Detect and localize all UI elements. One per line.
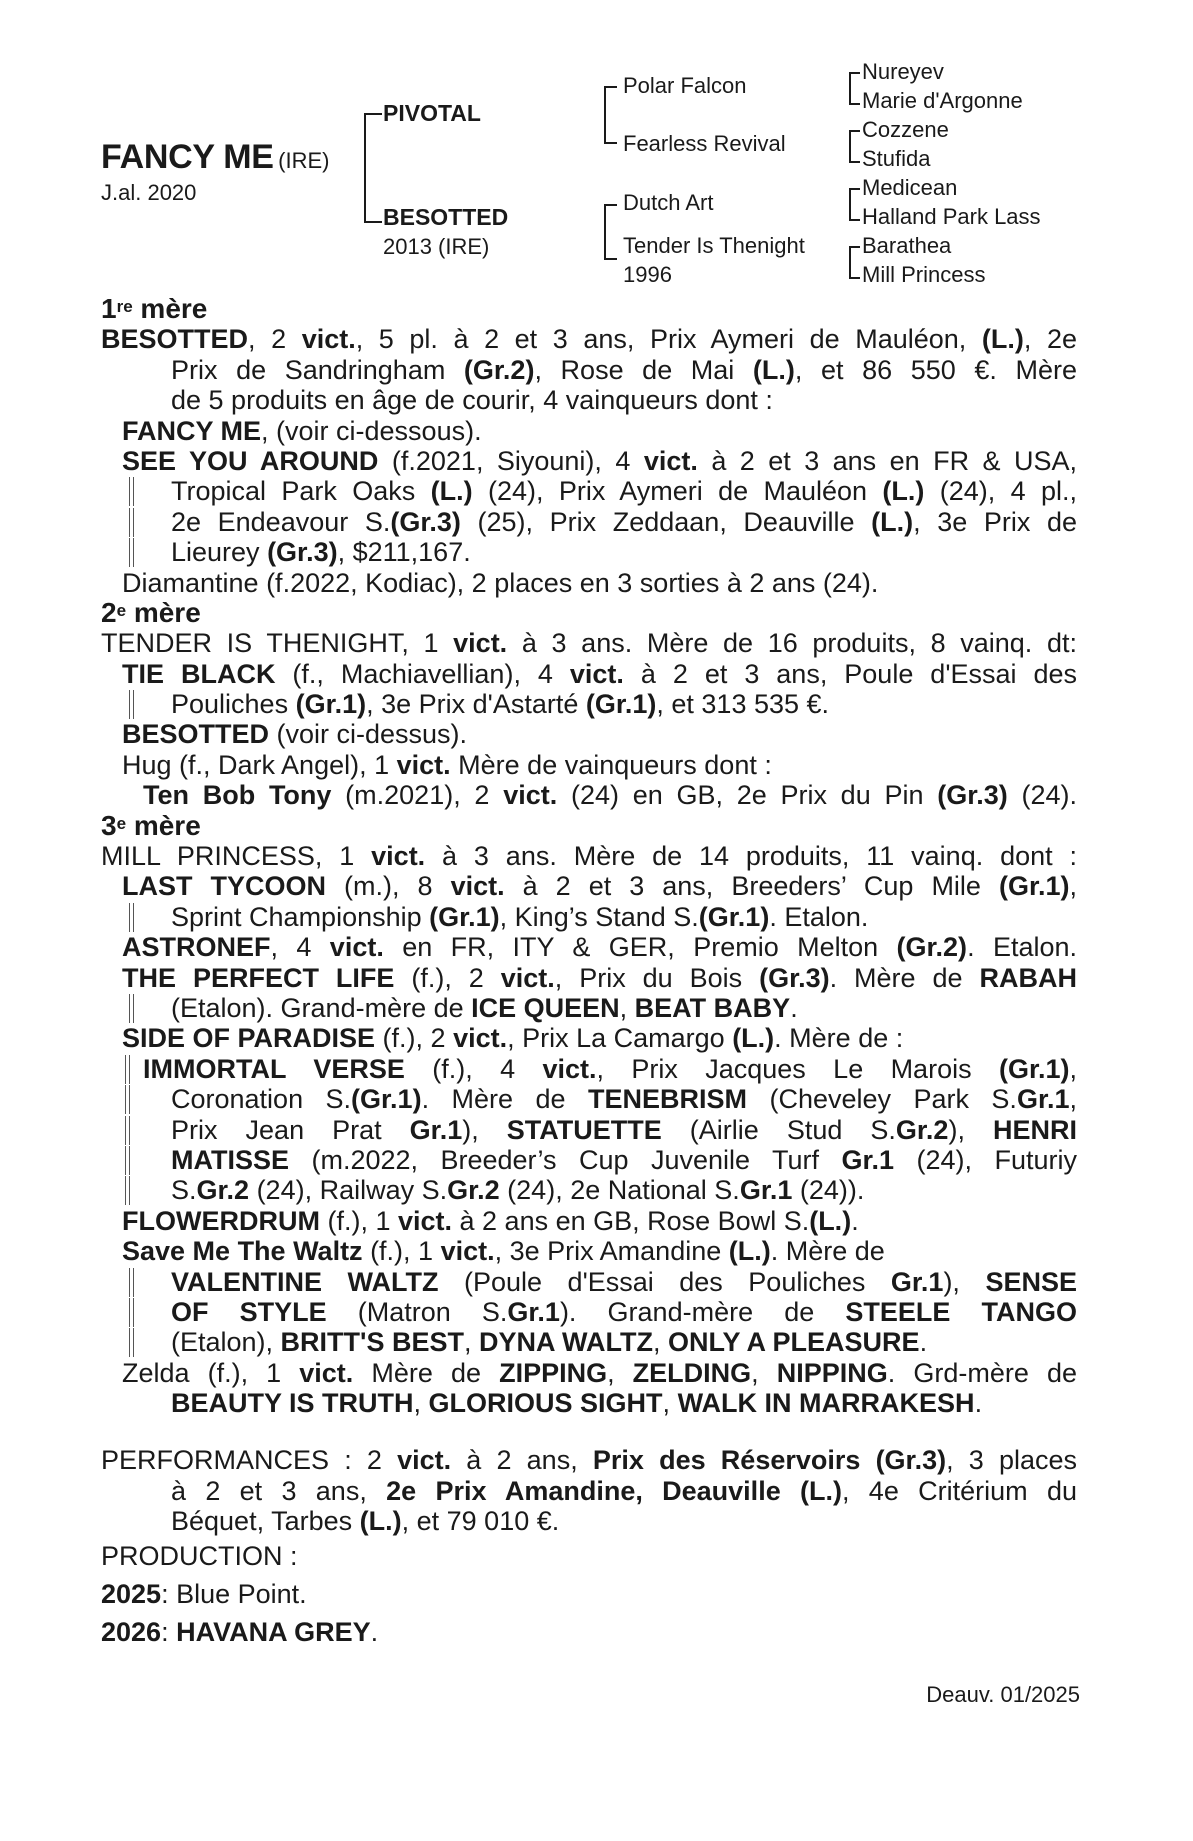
text-segment: (24) en GB, 2e Prix du Pin: [557, 780, 938, 811]
bold-segment: (Gr.2): [463, 354, 535, 385]
text-segment: ). Grand-mère de: [559, 1296, 846, 1327]
dam-name: BESOTTED: [383, 204, 509, 230]
text-segment: , 3e Prix de: [913, 506, 1077, 537]
text-line: [101, 902, 1077, 932]
bold-segment: Gr.2: [895, 1114, 949, 1145]
bold-segment: HENRI: [992, 1114, 1077, 1145]
bold-segment: Gr.1: [841, 1144, 895, 1175]
text-segment: Prix Jean Prat: [171, 1114, 410, 1145]
bold-segment: (Gr.1): [585, 689, 657, 720]
text-segment: (24)).: [792, 1175, 865, 1206]
section-word: mère: [126, 809, 201, 841]
gg-dam-sire-dam: Halland Park Lass: [862, 204, 1041, 229]
text-line: [101, 659, 1077, 689]
bold-segment: BRITT'S BEST: [280, 1327, 464, 1358]
continuation-bar: [125, 1116, 130, 1145]
text-segment: ,: [413, 1388, 429, 1419]
bold-segment: (L.): [430, 476, 473, 507]
text-segment: (24), Futuriy: [894, 1144, 1077, 1175]
text-content: [171, 1327, 927, 1357]
text-segment: ,: [751, 1357, 777, 1388]
bold-segment: (Gr.3): [267, 537, 338, 568]
text-line: [101, 780, 1077, 810]
bold-segment: vict.: [397, 1445, 452, 1476]
bold-segment: vict.: [453, 1023, 508, 1054]
bold-segment: SEE YOU AROUND: [122, 445, 379, 476]
bold-segment: OF STYLE: [171, 1296, 327, 1327]
continuation-bar: [129, 1298, 134, 1327]
bold-segment: 2026: [101, 1617, 162, 1648]
bold-segment: FLOWERDRUM: [122, 1205, 320, 1236]
text-segment: (24), 2e National S.: [499, 1175, 740, 1206]
text-segment: , Rose de Mai: [534, 354, 753, 385]
text-segment: (Etalon),: [171, 1327, 281, 1358]
text-segment: (Etalon). Grand-mère de: [171, 992, 472, 1023]
text-segment: Sprint Championship: [171, 901, 430, 932]
section-number: 2: [101, 596, 117, 628]
text-segment: (Airlie Stud S.: [661, 1114, 896, 1145]
bold-segment: vict.: [500, 962, 555, 993]
continuation-bar: [125, 1055, 130, 1084]
pedigree-bracket-main: [364, 113, 382, 223]
text-line: [101, 628, 1077, 658]
continuation-bar: [129, 508, 134, 537]
text-line: [101, 689, 1077, 719]
bold-segment: (Gr.1): [351, 1084, 422, 1115]
sire-dam: Fearless Revival: [623, 131, 786, 156]
text-line: [101, 1297, 1077, 1327]
section-number: 3: [101, 809, 117, 841]
pedigree-bracket-gg1: [849, 72, 860, 105]
bold-segment: (Gr.3): [390, 506, 461, 537]
text-content: [171, 1297, 1077, 1327]
continuation-bar: [125, 1146, 130, 1175]
gg-dam-sire-sire: Medicean: [862, 175, 958, 200]
text-segment: à 3 ans. Mère de 14 produits, 11 vainq. dont :: [425, 841, 1077, 872]
bold-segment: Gr.2: [447, 1175, 500, 1206]
text-segment: ,: [1069, 871, 1077, 902]
text-content: [171, 993, 798, 1023]
section-word: mère: [132, 293, 208, 324]
bold-segment: STEELE TANGO: [845, 1296, 1077, 1327]
bold-segment: LAST TYCOON: [122, 871, 327, 902]
bold-segment: Gr.1: [409, 1114, 463, 1145]
section-superscript: e: [116, 600, 127, 620]
text-content: [171, 689, 829, 719]
bold-segment: Prix des Réservoirs (Gr.3): [592, 1445, 947, 1476]
text-line: [101, 1327, 1077, 1357]
text-segment: (25), Prix Zeddaan, Deauville: [460, 506, 872, 537]
text-segment: (Poule d'Essai des Pouliches: [438, 1266, 891, 1297]
text-segment: . Etalon.: [967, 932, 1077, 963]
bold-segment: BESOTTED: [122, 719, 270, 750]
bold-segment: HAVANA GREY: [176, 1617, 371, 1648]
text-segment: , et 313 535 €.: [656, 689, 830, 720]
dam-dam: Tender Is Thenight: [623, 233, 805, 258]
text-segment: ),: [462, 1114, 507, 1145]
bold-segment: vict.: [503, 780, 558, 811]
bold-segment: 2e Prix Amandine, Deauville (L.): [386, 1475, 842, 1506]
bold-segment: IMMORTAL VERSE: [143, 1053, 405, 1084]
horse-description: J.al. 2020: [101, 180, 197, 205]
bold-segment: Gr.1: [1016, 1084, 1070, 1115]
section-word: mère: [126, 596, 201, 628]
text-line: [101, 1236, 1077, 1266]
bold-segment: vict.: [371, 841, 426, 872]
production-2025: [101, 1579, 1077, 1609]
text-line: [101, 1023, 1077, 1053]
text-line: [101, 537, 1077, 567]
text-segment: (24), Railway S.: [249, 1175, 448, 1206]
text-segment: , 2: [248, 324, 302, 355]
text-segment: , Prix du Bois: [554, 962, 760, 993]
text-line: [101, 1175, 1077, 1205]
bold-segment: TIE BLACK: [122, 658, 276, 689]
text-line: [101, 841, 1077, 871]
text-segment: Hug (f., Dark Angel), 1: [122, 749, 397, 780]
text-segment: :: [161, 1617, 177, 1648]
text-segment: (m.2022, Breeder’s Cup Juvenile Turf: [289, 1144, 842, 1175]
sire-name: PIVOTAL: [383, 100, 481, 126]
text-segment: à 2 et 3 ans en FR & USA,: [697, 445, 1077, 476]
text-segment: S.: [171, 1175, 197, 1206]
text-segment: (f.), 2: [375, 1023, 454, 1054]
bold-segment: Gr.1: [890, 1266, 944, 1297]
continuation-bar: [129, 538, 134, 567]
bold-segment: BEAUTY IS TRUTH: [171, 1388, 414, 1419]
section-superscript: re: [116, 297, 133, 316]
bold-segment: FANCY ME: [122, 415, 262, 446]
bold-segment: THE PERFECT LIFE: [122, 962, 395, 993]
text-segment: à 2 ans,: [451, 1445, 593, 1476]
text-segment: . Mère de :: [774, 1023, 904, 1054]
continuation-bar: [129, 994, 134, 1023]
bold-segment: vict.: [569, 658, 624, 689]
gg-dam-dam-dam: Mill Princess: [862, 262, 986, 287]
bold-segment: vict.: [301, 324, 356, 355]
text-segment: Prix de Sandringham: [171, 354, 464, 385]
bold-segment: BEAT BABY: [634, 992, 791, 1023]
text-segment: , et 79 010 €.: [401, 1506, 560, 1537]
text-line: [101, 507, 1077, 537]
text-line: [101, 932, 1077, 962]
gg-sire-sire-sire: Nureyev: [862, 59, 944, 84]
text-content: [171, 537, 471, 567]
bold-segment: SENSE: [985, 1266, 1077, 1297]
bold-segment: Gr.1: [739, 1175, 793, 1206]
bold-segment: (Gr.2): [896, 932, 968, 963]
text-segment: ,: [662, 1388, 678, 1419]
text-segment: (m.2021), 2: [331, 780, 504, 811]
bold-segment: vict.: [396, 749, 451, 780]
text-line: [101, 416, 1077, 446]
bold-segment: (L.): [882, 476, 925, 507]
dam-dam-year: 1996: [623, 262, 672, 287]
bold-segment: ASTRONEF: [122, 932, 271, 963]
text-line: [101, 476, 1077, 506]
text-segment: (f.), 4: [404, 1053, 543, 1084]
text-segment: .: [974, 1388, 983, 1419]
continuation-bar: [125, 1085, 130, 1114]
text-segment: , 4: [270, 932, 330, 963]
text-segment: .: [851, 1205, 859, 1236]
text-segment: (f., Machiavellian), 4: [275, 658, 570, 689]
bold-segment: Gr.1: [507, 1296, 560, 1327]
horse-name: FANCY ME: [101, 138, 274, 176]
pedigree-bracket-gg3: [849, 188, 860, 221]
text-segment: , Prix Jacques Le Marois: [596, 1053, 999, 1084]
performances-line: [101, 1445, 1077, 1475]
text-segment: , $211,167.: [337, 537, 471, 568]
text-line: [101, 871, 1077, 901]
horse-title: [101, 138, 329, 177]
bold-segment: (L.): [981, 324, 1024, 355]
text-segment: (m.), 8: [326, 871, 451, 902]
text-segment: .: [370, 1617, 379, 1648]
bold-segment: TENEBRISM: [587, 1084, 747, 1115]
text-segment: . Etalon.: [769, 901, 869, 932]
text-segment: . Mère de: [829, 962, 980, 993]
section-number: 1: [101, 293, 117, 324]
text-segment: , 4e Critérium du: [842, 1475, 1077, 1506]
text-segment: .: [790, 992, 798, 1023]
text-segment: Béquet, Tarbes: [171, 1506, 360, 1537]
bold-segment: (Gr.1): [295, 689, 367, 720]
text-segment: , 3e Prix d'Astarté: [366, 689, 586, 720]
bold-segment: vict.: [542, 1053, 597, 1084]
text-segment: (Matron S.: [326, 1296, 508, 1327]
text-segment: , King’s Stand S.: [499, 901, 699, 932]
text-content: [171, 902, 868, 932]
bold-segment: vict.: [299, 1357, 354, 1388]
text-segment: ,: [607, 1357, 633, 1388]
text-line: [101, 324, 1077, 354]
bold-segment: (L.): [359, 1506, 402, 1537]
text-line: [101, 1054, 1077, 1084]
bold-segment: RABAH: [979, 962, 1077, 993]
text-segment: MILL PRINCESS, 1: [101, 841, 372, 872]
text-segment: . Grd-mère de: [887, 1357, 1077, 1388]
dam-sire: Dutch Art: [623, 190, 714, 215]
bold-segment: vict.: [397, 1205, 453, 1236]
bold-segment: (L.): [809, 1205, 852, 1236]
section-first-dam: [101, 294, 1077, 324]
continuation-bar: [129, 477, 134, 506]
production-title: [101, 1541, 1077, 1571]
text-segment: (24), Prix Aymeri de Mauléon: [472, 476, 883, 507]
text-segment: , (voir ci-dessous).: [261, 415, 482, 446]
production-2026: [101, 1617, 1077, 1647]
bold-segment: WALK IN MARRAKESH: [677, 1388, 975, 1419]
text-line: [101, 1145, 1077, 1175]
bold-segment: vict.: [440, 1236, 495, 1267]
sire-sire: Polar Falcon: [623, 73, 747, 98]
performances-line: [101, 1476, 1077, 1506]
text-content: [171, 476, 1077, 506]
text-segment: , 3e Prix Amandine: [494, 1236, 729, 1267]
text-segment: (f.), 1: [319, 1205, 398, 1236]
text-line: [101, 1115, 1077, 1145]
bold-segment: Ten Bob Tony: [143, 780, 332, 811]
continuation-bar: [129, 690, 134, 719]
text-segment: à 2 et 3 ans, Breeders’ Cup Mile: [504, 871, 999, 902]
text-segment: (f.), 2: [394, 962, 501, 993]
bold-segment: (L.): [752, 354, 795, 385]
gg-sire-sire-dam: Marie d'Argonne: [862, 88, 1023, 113]
pedigree-bracket-sire: [604, 86, 617, 144]
horse-country: (IRE): [278, 148, 330, 173]
text-segment: à 2 et 3 ans,: [171, 1475, 387, 1506]
text-segment: (Cheveley Park S.: [747, 1084, 1017, 1115]
text-segment: Tropical Park Oaks: [171, 476, 431, 507]
text-segment: , 2e: [1023, 324, 1077, 355]
spacer: [101, 1418, 1077, 1445]
dam-info: 2013 (IRE): [383, 234, 490, 259]
bold-segment: ONLY A PLEASURE: [668, 1327, 920, 1358]
bold-segment: GLORIOUS SIGHT: [428, 1388, 663, 1419]
catalog-footer: Deauv. 01/2025: [926, 1682, 1080, 1707]
text-segment: Diamantine (f.2022, Kodiac), 2 places en 3 sorties à 2 ans (24).: [122, 567, 879, 598]
text-segment: de 5 produits en âge de courir, 4 vainqueurs dont :: [171, 385, 773, 416]
text-segment: . Mère de: [770, 1236, 885, 1267]
text-line: [101, 1358, 1077, 1388]
text-content: [171, 1084, 1077, 1114]
text-segment: Zelda (f.), 1: [122, 1357, 300, 1388]
text-segment: en FR, ITY & GER, Premio Melton: [383, 932, 897, 963]
bold-segment: NIPPING: [776, 1357, 888, 1388]
text-segment: . Mère de: [421, 1084, 588, 1115]
bold-segment: (Gr.1): [998, 1053, 1070, 1084]
bold-segment: SIDE OF PARADISE: [122, 1023, 376, 1054]
bold-segment: MATISSE: [171, 1144, 290, 1175]
text-line: [101, 963, 1077, 993]
text-line: [101, 750, 1077, 780]
bold-segment: (Gr.3): [937, 780, 1008, 811]
text-content: [171, 1145, 1077, 1175]
text-segment: Lieurey: [171, 537, 268, 568]
bold-segment: Gr.2: [196, 1175, 250, 1206]
text-segment: à 2 ans en GB, Rose Bowl S.: [452, 1205, 810, 1236]
text-line: [101, 1388, 1077, 1418]
bold-segment: Save Me The Waltz: [122, 1236, 363, 1267]
bold-segment: ICE QUEEN: [471, 992, 620, 1023]
text-line: [101, 568, 1077, 598]
text-segment: (voir ci-dessus).: [269, 719, 468, 750]
bold-segment: ZIPPING: [499, 1357, 608, 1388]
continuation-bar: [129, 1268, 134, 1297]
bold-segment: vict.: [453, 628, 508, 659]
bold-segment: vict.: [643, 445, 698, 476]
catalog-body: [101, 294, 1077, 1648]
section-superscript: e: [116, 813, 127, 833]
bold-segment: vict.: [450, 871, 505, 902]
bold-segment: (Gr.1): [998, 871, 1070, 902]
text-segment: ),: [943, 1266, 986, 1297]
bold-segment: (L.): [732, 1023, 775, 1054]
text-content: [171, 1267, 1077, 1297]
bold-segment: (Gr.1): [698, 901, 770, 932]
bold-segment: (L.): [728, 1236, 771, 1267]
text-segment: Mère de: [353, 1357, 500, 1388]
pedigree-bracket-dam: [604, 204, 617, 260]
text-segment: TENDER IS THENIGHT, 1: [101, 628, 454, 659]
pedigree-bracket-gg4: [849, 246, 860, 279]
performances-line: [101, 1506, 1077, 1536]
text-content: [171, 1115, 1077, 1145]
bold-segment: 2025: [101, 1579, 162, 1610]
text-line: [101, 1206, 1077, 1236]
text-segment: (f.2021, Siyouni), 4: [378, 445, 644, 476]
text-segment: ),: [948, 1114, 993, 1145]
text-segment: .: [919, 1327, 928, 1358]
text-line: [101, 993, 1077, 1023]
text-content: [171, 507, 1077, 537]
text-segment: , Prix La Camargo: [507, 1023, 733, 1054]
text-content: [143, 1054, 1077, 1084]
text-segment: ,: [619, 992, 635, 1023]
text-segment: ,: [1069, 1053, 1077, 1084]
text-segment: ,: [463, 1327, 479, 1358]
text-segment: à 2 et 3 ans, Poule d'Essai des: [623, 658, 1077, 689]
text-segment: , 3 places: [946, 1445, 1077, 1476]
bold-segment: vict.: [329, 932, 384, 963]
text-line: [101, 385, 1077, 415]
section-second-dam: [101, 598, 1077, 628]
text-segment: (f.), 1: [362, 1236, 441, 1267]
text-line: [101, 355, 1077, 385]
text-segment: (24).: [1007, 780, 1077, 811]
text-segment: (24), 4 pl.,: [924, 476, 1077, 507]
gg-sire-dam-sire: Cozzene: [862, 117, 949, 142]
text-segment: à 3 ans. Mère de 16 produits, 8 vainq. dt:: [507, 628, 1077, 659]
text-line: [101, 446, 1077, 476]
text-line: [101, 719, 1077, 749]
gg-sire-dam-dam: Stufida: [862, 146, 931, 171]
text-segment: Coronation S.: [171, 1084, 352, 1115]
bold-segment: VALENTINE WALTZ: [171, 1266, 439, 1297]
bold-segment: STATUETTE: [506, 1114, 662, 1145]
text-segment: Mère de vainqueurs dont :: [450, 749, 772, 780]
text-segment: : Blue Point.: [161, 1579, 307, 1610]
bold-segment: DYNA WALTZ: [479, 1327, 653, 1358]
section-third-dam: [101, 811, 1077, 841]
text-line: [101, 1084, 1077, 1114]
text-content: [171, 1175, 864, 1205]
gg-dam-dam-sire: Barathea: [862, 233, 952, 258]
text-segment: ,: [1069, 1084, 1077, 1115]
continuation-bar: [129, 903, 134, 932]
text-segment: PERFORMANCES : 2: [101, 1445, 398, 1476]
continuation-bar: [125, 1176, 130, 1205]
text-segment: PRODUCTION :: [101, 1540, 298, 1571]
continuation-bar: [129, 1328, 134, 1357]
bold-segment: (L.): [871, 506, 914, 537]
text-line: [101, 1267, 1077, 1297]
bold-segment: (Gr.3): [759, 962, 830, 993]
pedigree-bracket-gg2: [849, 130, 860, 163]
text-segment: Pouliches: [171, 689, 296, 720]
bold-segment: BESOTTED: [101, 324, 249, 355]
bold-segment: ZELDING: [632, 1357, 752, 1388]
text-segment: , et 86 550 €. Mère: [794, 354, 1077, 385]
text-segment: , 5 pl. à 2 et 3 ans, Prix Aymeri de Mauléon,: [355, 324, 982, 355]
text-segment: ,: [652, 1327, 668, 1358]
text-segment: 2e Endeavour S.: [171, 506, 391, 537]
bold-segment: (Gr.1): [429, 901, 500, 932]
